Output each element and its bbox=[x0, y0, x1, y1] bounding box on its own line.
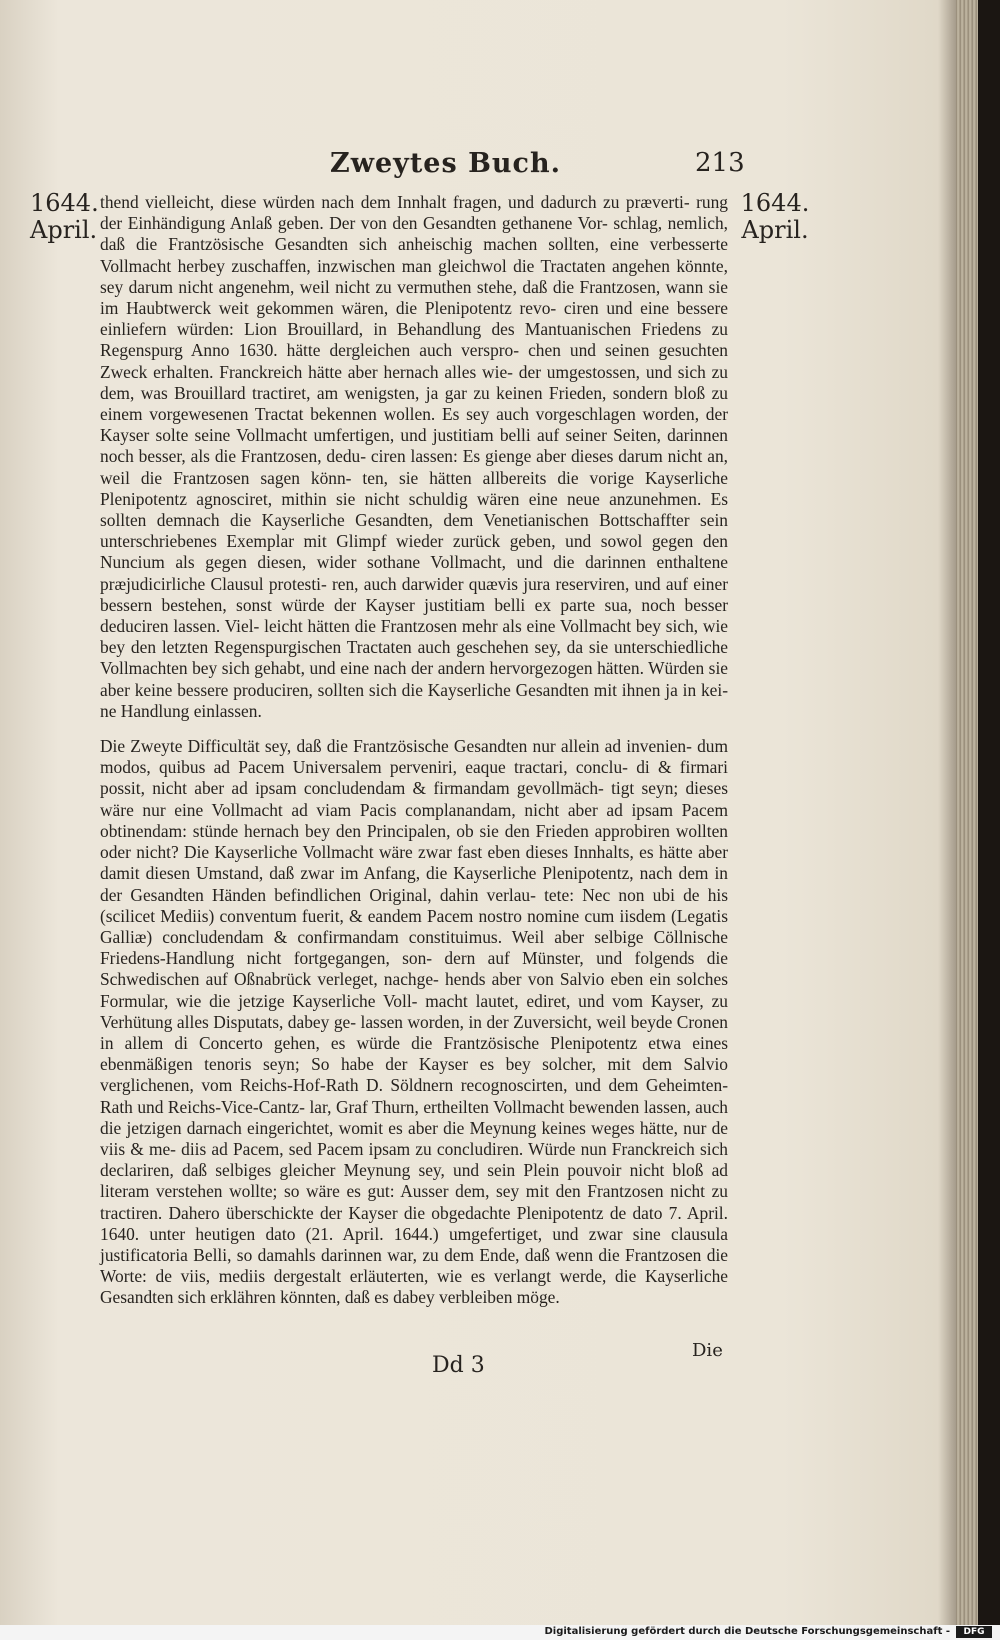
paragraph-1: thend vielleicht, diese würden nach dem Innhalt fragen, und dadurch zu præverti- rung der Einhändigung Anlaß geben. Der von den Gesandten gethanene Vor- schlag, nemlich, daß die Frantzösische Gesandten sich anheischig machen sollten, eine verbesserte Vollmacht herbey zuschaffen, inzwischen man gleichwol die Tractaten angehen könnte, sey darum nicht angenehm, weil nicht zu vermuthen stehe, daß die Frantzosen, wann sie im Haubtwerck weit gekommen wären, die Plenipotentz revo- ciren und eine bessere einliefern würden: Lion Brouillard, in Behandlung des Mantuanischen Friedens zu Regenspurg Anno 1630. hätte dergleichen auch verspro- chen und seinen gesuchten Zweck erhalten. Franckreich hätte aber hernach alles wie- der umgestossen, und sich zu dem, was Brouillard tractiret, am wenigsten, ja gar zu keinen Frieden, sondern bloß zu einem vorgewesenen Tractat bekennen wollen. Es sey auch vorgeschlagen worden, der Kayser solte seine Vollmacht umfertigen, und justitiam belli auf seiner Seiten, darinnen noch besser, als die Frantzosen, dedu- ciren lassen: Es gienge aber dieses darum nicht an, weil die Frantzosen sagen könn- ten, sie hätten allbereits die vorige Kayserliche Plenipotentz agnosciret, mithin sie nicht schuldig wären eine neue anzunehmen. Es sollten demnach die Kayserliche Gesandten, dem Venetianischen Bottschaffter sein unterschriebenes Exemplar mit Glimpf wieder zurück geben, und sowol gegen den Nuncium als gegen diesen, wider sothane Vollmacht, und die darinnen enthaltene præjudicirliche Clausul protesti- ren, auch darwider quævis jura reserviren, und auf einer bessern bestehen, sonst würde der Kayser justitiam belli ex parte sua, noch besser deduciren lassen. Viel- leicht hätten die Frantzosen mehr als eine Vollmacht bey sich, wie bey den letzten Regenspurgischen Tractaten auch geschehen sey, da sie unterschiedliche Vollmachten bey sich gehabt, und eine nach der andern hervorgezogen hätten. Würden sie aber keine bessere produciren, sollten sich die Kayserliche Gesandten mit ihnen ja in kei- ne Handlung einlassen. bbox=[100, 192, 728, 721]
footer-credit: Digitalisierung gefördert durch die Deutsche Forschungsgemeinschaft - bbox=[544, 1626, 950, 1637]
running-title: Zweytes Buch. bbox=[330, 148, 561, 179]
margin-note-left: 1644. April. bbox=[30, 189, 99, 244]
dfg-logo-icon: DFG bbox=[956, 1626, 992, 1638]
page-number: 213 bbox=[695, 148, 745, 178]
signature-mark: Dd 3 bbox=[432, 1353, 485, 1378]
page-edge bbox=[956, 0, 978, 1625]
running-head bbox=[0, 148, 978, 188]
body-text bbox=[100, 192, 728, 1309]
page-gutter-shadow bbox=[938, 0, 956, 1625]
footer-bar bbox=[0, 1625, 1000, 1640]
paragraph-2: Die Zweyte Difficultät sey, daß die Frantzösische Gesandten nur allein ad invenien- dum modos, quibus ad Pacem Universalem perveniri, eaque tractari, conclu- di & firmari possit, nicht aber ad ipsam concludendam & firmandam gevollmäch- tigt seyn; dieses wäre nur eine Vollmacht ad viam Pacis complanandam, nicht aber ad ipsam Pacem obtinendam: stünde hernach bey den Principalen, ob sie den Frieden approbiren wollten oder nicht? Die Kayserliche Vollmacht wäre zwar fast eben dieses Innhalts, es hätte aber damit diesen Umstand, daß zwar im Anfang, die Kayserliche Plenipotentz, nach dem in der Gesandten Händen befindlichen Original, dahin verlau- tete: Nec non ubi de his (scilicet Mediis) conventum fuerit, & eandem Pacem nostro nomine cum iisdem (Legatis Galliæ) concludendam & confirmandam constituimus. Weil aber selbige Cöllnische Friedens-Handlung nicht fortgegangen, son- dern auf Münster, und folgends die Schwedischen auf Oßnabrück verleget, nachge- hends aber von Salvio eben ein solches Formular, wie die jetzige Kayserliche Voll- macht lautet, ediret, und vom Kayser, zu Verhütung alles Disputats, dabey ge- lassen worden, in der Zuversicht, weil beyde Cronen in allem di Concerto gehen, es würde die Frantzösische Plenipotentz etwa eines ebenmäßigen tenoris seyn; So habe der Kayser es bey solcher, mit dem Salvio verglichenen, vom Reichs-Hof-Rath D. Söldnern recognoscirten, und dem Geheimten-Rath und Reichs-Vice-Cantz- lar, Graf Thurn, ertheilten Vollmacht bewenden lassen, auch die jetzigen darnach eingerichtet, womit es aber die Meynung keines weges hätte, nur de viis & me- diis ad Pacem, sed Pacem ipsam zu concludiren. Würde nun Franckreich sich declariren, daß selbiges gleicher Meynung sey, und sein Plein pouvoir nicht bloß ad literam verstehen wollte; so wäre es gut: Ausser dem, sey mit den Frantzosen nicht zu tractiren. Dahero überschickte der Kayser die obgedachte Plenipotentz de dato 7. April. 1640. unter heutigen dato (21. April. 1644.) umgefertiget, und zwar sine clausula justificatoria Belli, so damahls darinnen war, zu dem Ende, daß wenn die Frantzosen die Worte: de viis, mediis dergestalt erläuterten, wie es verlangt werde, die Kayserliche Gesandten sich erklähren könnten, daß es dabey verbleiben möge. bbox=[100, 736, 728, 1308]
catchword: Die bbox=[692, 1340, 723, 1361]
margin-note-right: 1644. April. bbox=[740, 189, 810, 244]
